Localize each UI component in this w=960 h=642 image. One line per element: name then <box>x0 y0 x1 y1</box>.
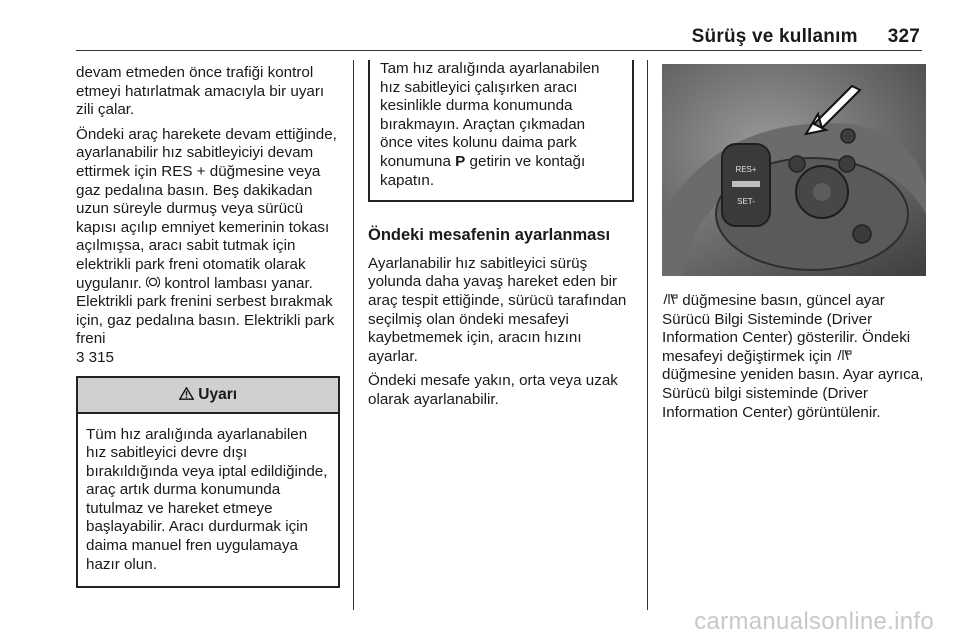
col3-text-a: düğmesine basın, güncel ayar Sürücü Bilgi Sisteminde (Driver Information Center) gösterilir. Öndeki mesafeyi değiştirmek için <box>662 292 911 365</box>
header-rule <box>76 50 922 51</box>
res-button-label: RES+ <box>735 165 757 174</box>
page-title: Sürüş ve kullanım <box>691 26 858 47</box>
warning-triangle-icon <box>179 386 198 403</box>
column-divider-left <box>353 60 354 610</box>
note-text-a: Tam hız aralığında ayarlanabilen hız sabitleyici çalışırken aracı kesinlikle durma konumunda bırakmayın. Araçtan çıkmadan önce vites kolunu daima park konumuna <box>380 60 600 170</box>
col1-paragraph-1: devam etmeden önce trafiği kontrol etmeyi hatırlatmak amacıyla bir uyarı zili çalar. <box>76 64 325 119</box>
parking-brake-icon <box>146 275 160 294</box>
note-text-b: getirin ve kontağı kapatın. <box>380 152 586 189</box>
warning-box-continued <box>368 60 634 202</box>
distance-setting-icon <box>662 292 678 311</box>
column-1 <box>76 64 340 588</box>
warning-header <box>78 378 338 414</box>
col1-paragraph-2 <box>76 126 340 368</box>
col2-paragraph-1: Ayarlanabilir hız sabitleyici sürüş yolunda daha yavaş hareket eden bir araç tespit ettiğinde, sürücü tarafından seçilmiş olan öndeki mesafeyi kaybetmemek için, aracın hızını ayarlar. <box>368 254 627 365</box>
col3-text-b: düğmesine yeniden basın. Ayar ayrıca, Sürücü bilgi sisteminde (Driver Information Center) görüntülenir. <box>662 366 924 421</box>
set-button-label: SET- <box>737 197 755 206</box>
page-reference-link[interactable]: 3 315 <box>76 348 115 366</box>
steering-wheel-controls-image <box>662 64 926 276</box>
distance-setting-icon-2 <box>836 348 852 367</box>
page-number: 327 <box>887 26 920 47</box>
warning-title: Uyarı <box>198 385 238 403</box>
watermark: carmanualsonline.info <box>694 608 934 635</box>
page-header <box>692 26 920 48</box>
col1-paragraph-2-text-a: Öndeki araç harekete devam ettiğinde, ayarlanabilir hız sabitleyiciyi devam ettirmek için RES + düğmesine veya gaz pedalına basın. Beş dakikadan uzun süreyle durmuş veya sürücü kapısı açılıp emniyet kemerinin tokası açılmışsa, aracı sabit tutmak için elektrikli park freni otomatik olarak uygulanır. <box>76 125 337 292</box>
section-title: Öndeki mesafenin ayarlanması <box>368 226 611 245</box>
column-3 <box>662 64 926 428</box>
col2-paragraph-2: Öndeki mesafe yakın, orta veya uzak olarak ayarlanabilir. <box>368 372 618 408</box>
column-2 <box>368 60 634 416</box>
column-divider-right <box>647 60 648 610</box>
col1-paragraph-2-text-b: kontrol lambası yanar. Elektrikli park frenini serbest bırakmak için, gaz pedalına basın. Elektrikli park freni <box>76 274 335 348</box>
warning-text: Tüm hız aralığında ayarlanabilen hız sabitleyici devre dışı bırakıldığında veya iptal edildiğinde, araç artık durma konumunda tutulmaz ve hareket etmeye başlayabilir. Aracı durdurmak için daima manuel fren uygulamaya hazır olun. <box>86 425 328 573</box>
col3-paragraph <box>662 292 926 422</box>
park-position-label: P <box>455 152 466 170</box>
warning-box <box>76 376 340 589</box>
